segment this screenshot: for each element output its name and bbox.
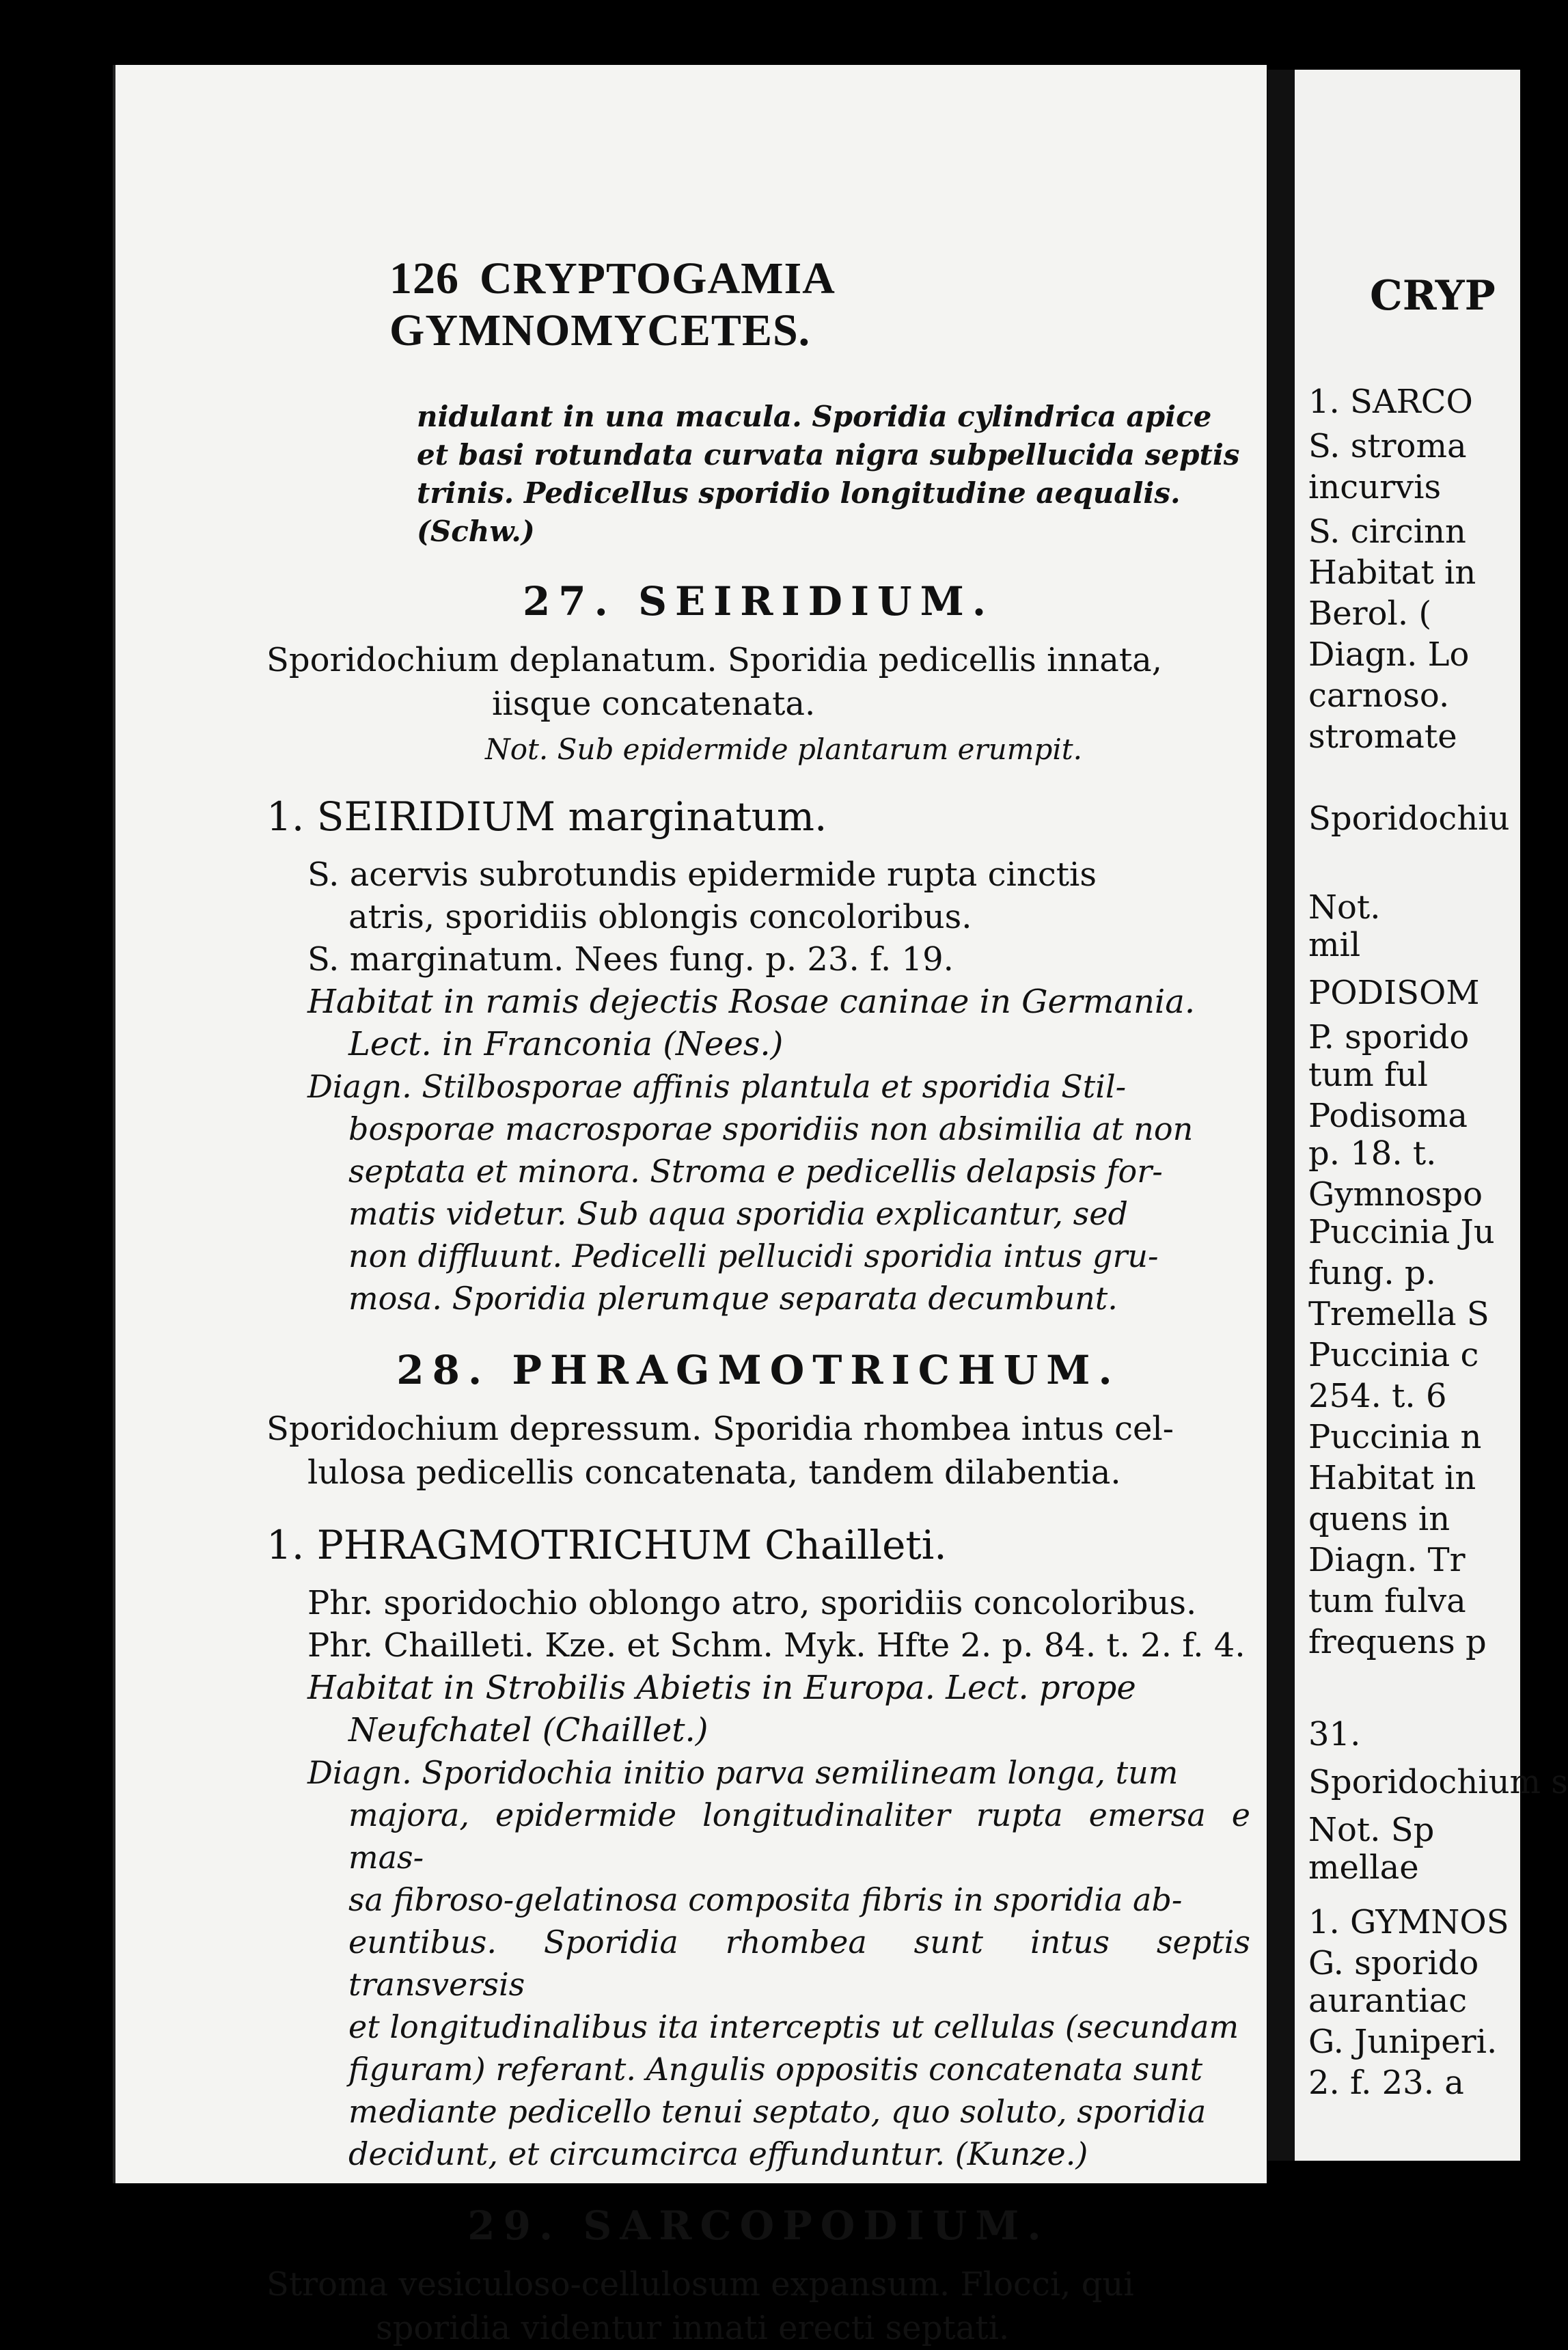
facing-page-line: Puccinia Ju [1308, 1213, 1495, 1251]
facing-page-line: CRYP [1370, 272, 1496, 320]
facing-page [1267, 70, 1568, 2161]
text-line: Diagn. Sporidochia initio parva semilineam longa, tum [307, 1754, 1179, 1791]
text-line: matis videtur. Sub aqua sporidia explicantur, sed [348, 1195, 1128, 1232]
text-line: Habitat in ramis dejectis Rosae caninae in Germania. [307, 983, 1196, 1021]
facing-page-line: aurantiac [1308, 1982, 1468, 2020]
text-line: Sporidochium depressum. Sporidia rhombea intus cel- [266, 1410, 1174, 1448]
facing-page-line: P. sporido [1308, 1018, 1470, 1056]
facing-page-line: Puccinia n [1308, 1418, 1482, 1456]
species-title: 1. PHRAGMOTRICHUM Chailleti. [266, 1522, 947, 1568]
facing-page-line: incurvis [1308, 468, 1442, 506]
running-header [389, 253, 1250, 357]
text-line: bosporae macrosporae sporidiis non absimilia at non [348, 1110, 1194, 1147]
facing-page-line: Habitat in [1308, 554, 1476, 592]
text-line: iisque concatenata. [492, 685, 816, 723]
diagnosis [307, 1065, 1250, 1320]
page-number: 126 [389, 254, 459, 303]
facing-page-line: Sporidochium s [1308, 1763, 1568, 1801]
facing-page-line: mil [1308, 926, 1361, 964]
facing-page-line: Tremella S [1308, 1295, 1489, 1333]
facing-page-line: Sporidochiu [1308, 800, 1510, 838]
text-line: S. marginatum. Nees fung. p. 23. f. 19. [307, 940, 954, 979]
facing-page-line: p. 18. t. [1308, 1134, 1437, 1173]
facing-page-line: G. sporido [1308, 1944, 1479, 1982]
facing-page-line: Diagn. Tr [1308, 1541, 1466, 1579]
text-line: et basi rotundata curvata nigra subpellucida septis [417, 438, 1240, 472]
text-line: sa fibroso-gelatinosa composita fibris in sporidia ab- [348, 1881, 1183, 1918]
genus-name: SARCOPODIUM. [583, 2202, 1049, 2249]
facing-page-line: G. Juniperi. [1308, 2023, 1498, 2061]
text-line: septata et minora. Stroma e pedicellis delapsis for- [348, 1153, 1163, 1190]
genus-name: PHRAGMOTRICHUM. [512, 1347, 1120, 1393]
text-line: sporidia videntur innati erecti septati. [376, 2309, 1010, 2347]
text-line: Neufchatel (Chaillet.) [348, 1711, 709, 1749]
genus-number: 29. [467, 2202, 562, 2249]
facing-page-line: 1. SARCO [1308, 383, 1473, 421]
facing-page-line: carnoso. [1308, 677, 1450, 715]
text-line: atris, sporidiis oblongis concoloribus. [348, 898, 972, 936]
facing-page-line: Puccinia c [1308, 1336, 1479, 1374]
facing-page-line: frequens p [1308, 1623, 1487, 1661]
facing-page-line: Diagn. Lo [1308, 636, 1470, 674]
running-title: CRYPTOGAMIA GYMNOMYCETES. [389, 254, 834, 355]
facing-page-line: Not. Sp [1308, 1811, 1435, 1849]
species-entry [307, 853, 1250, 1065]
text-line: Diagn. Stilbosporae affinis plantula et sporidia Stil- [307, 1068, 1127, 1105]
facing-page-line: fung. p. [1308, 1254, 1436, 1292]
genus-number: 27. [522, 578, 616, 625]
facing-page-line: Berol. ( [1308, 595, 1432, 633]
text-line: decidunt, et circumcirca effunduntur. (Kunze.) [348, 2135, 1088, 2172]
text-line: lulosa pedicellis concatenata, tandem dilabentia. [307, 1453, 1121, 1492]
facing-page-line: S. stroma [1308, 427, 1467, 465]
facing-page-line: 1. GYMNOS [1308, 1903, 1509, 1941]
text-line: trinis. Pedicellus sporidio longitudine aequalis. [417, 476, 1181, 510]
text-line: nidulant in una macula. Sporidia cylindrica apice [417, 400, 1212, 433]
text-line: Habitat in Strobilis Abietis in Europa. Lect. prope [307, 1669, 1136, 1707]
facing-page-line: 2. f. 23. a [1308, 2064, 1464, 2102]
genus-description [266, 638, 1250, 726]
species-entry [307, 1582, 1250, 1751]
text-line: figuram) referant. Angulis oppositis concatenata sunt [348, 2051, 1203, 2088]
text-line: non diffluunt. Pedicelli pellucidi sporidia intus gru- [348, 1238, 1159, 1274]
text-line: S. acervis subrotundis epidermide rupta cinctis [307, 856, 1097, 894]
species-title: 1. SEIRIDIUM marginatum. [266, 793, 827, 840]
text-line: mosa. Sporidia plerumque separata decumbunt. [348, 1280, 1118, 1317]
page-content [266, 253, 1250, 2350]
facing-page-line: tum ful [1308, 1056, 1429, 1094]
facing-page-line: Habitat in [1308, 1459, 1476, 1497]
text-line: mediante pedicello tenui septato, quo soluto, sporidia [348, 2093, 1207, 2130]
continued-text [417, 398, 1250, 551]
facing-page-line: quens in [1308, 1500, 1450, 1538]
text-line: Stroma vesiculoso-cellulosum expansum. Flocci, qui [266, 2265, 1134, 2304]
text-line: euntibus. Sporidia rhombea sunt intus septis transversis [348, 1924, 1250, 2003]
genus-heading [266, 2202, 1250, 2249]
facing-page-line: Podisoma [1308, 1097, 1468, 1135]
facing-page-line: PODISOM [1308, 974, 1480, 1012]
genus-name: SEIRIDIUM. [638, 578, 995, 625]
diagnosis [307, 1751, 1250, 2175]
facing-page-line: S. circinn [1308, 513, 1466, 551]
text-line: et longitudinalibus ita interceptis ut cellulas (secundam [348, 2008, 1239, 2045]
text-line: Lect. in Franconia (Nees.) [348, 1025, 784, 1063]
text-line: Phr. sporidochio oblongo atro, sporidiis concoloribus. [307, 1584, 1197, 1622]
genus-description [266, 2263, 1250, 2350]
facing-page-line: mellae [1308, 1848, 1419, 1887]
facing-page-line: stromate [1308, 718, 1457, 756]
text-line: (Schw.) [417, 515, 535, 548]
facing-page-line: tum fulva [1308, 1582, 1466, 1620]
text-line: majora, epidermide longitudinaliter rupta emersa e mas- [348, 1796, 1250, 1876]
facing-page-line: Not. [1308, 888, 1381, 927]
genus-heading [266, 578, 1250, 625]
facing-page-line: 31. [1308, 1715, 1361, 1753]
facing-page-line: Gymnospo [1308, 1175, 1483, 1214]
facing-page-line: 254. t. 6 [1308, 1377, 1447, 1415]
genus-description [266, 1407, 1250, 1494]
genus-number: 28. [396, 1347, 491, 1393]
text-line: Phr. Chailleti. Kze. et Schm. Myk. Hfte 2. p. 84. t. 2. f. 4. [307, 1626, 1246, 1665]
genus-note: Not. Sub epidermide plantarum erumpit. [485, 733, 1083, 766]
genus-heading [266, 1347, 1250, 1393]
text-line: Sporidochium deplanatum. Sporidia pedicellis innata, [266, 641, 1163, 679]
